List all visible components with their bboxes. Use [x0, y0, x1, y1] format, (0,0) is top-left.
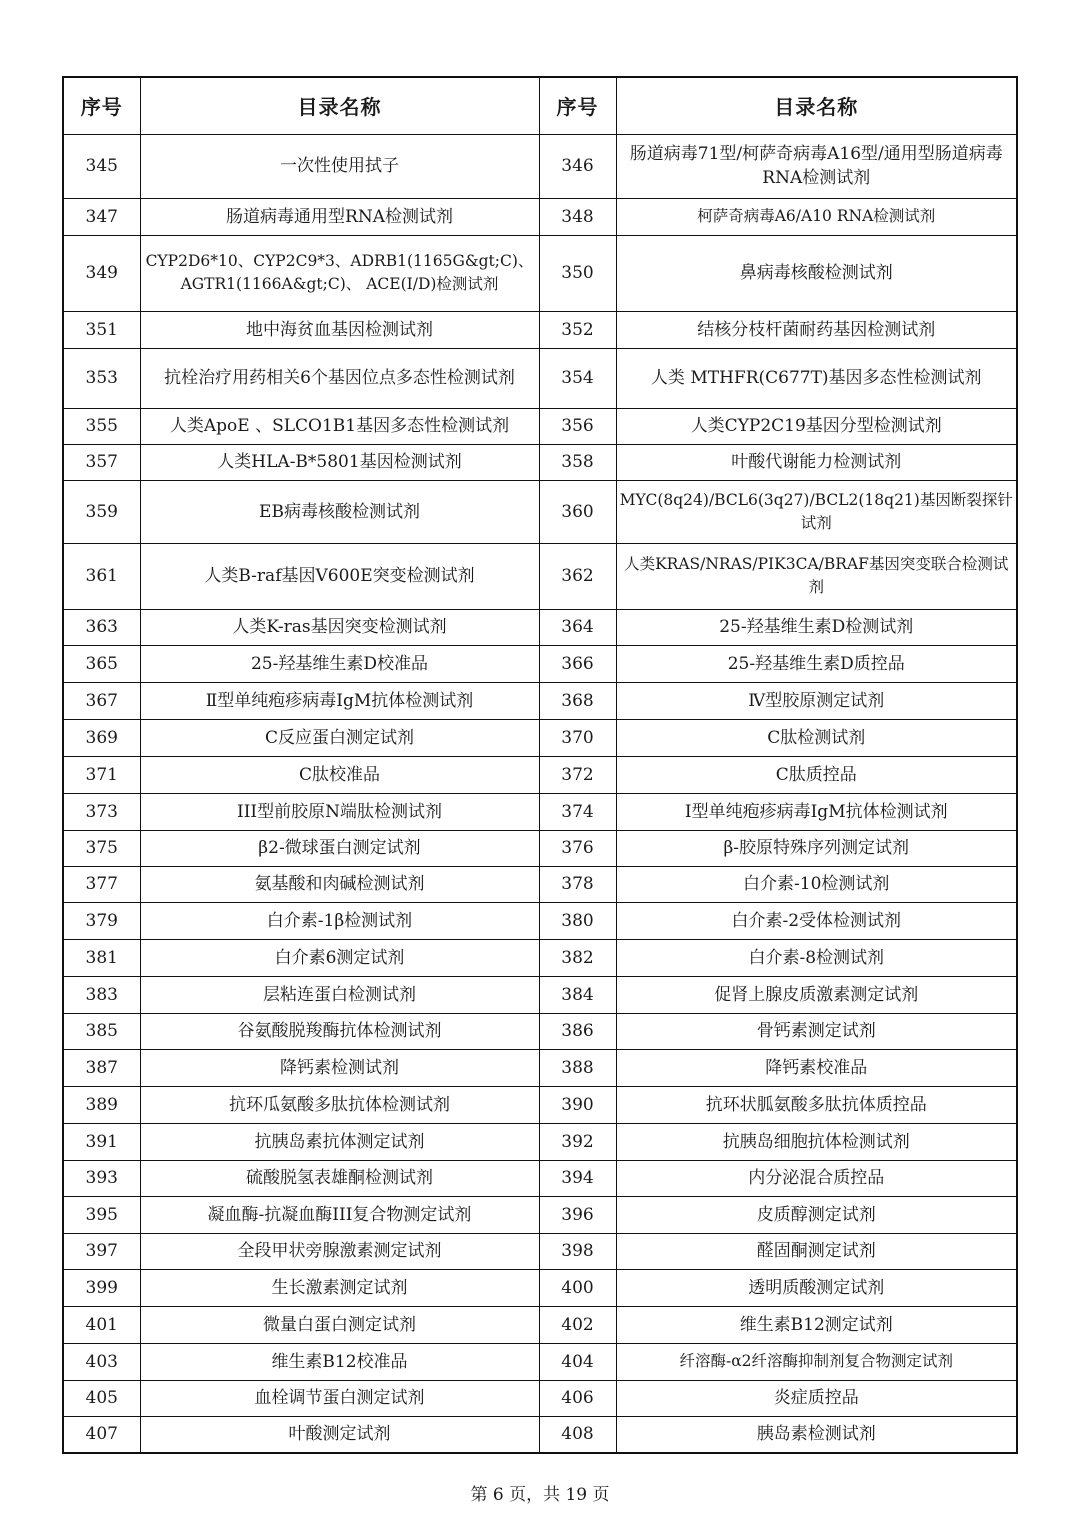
catalog-name: 醛固酮测定试剂: [616, 1233, 1017, 1269]
serial-number: 375: [63, 830, 140, 866]
serial-number: 369: [63, 719, 140, 756]
catalog-name: 骨钙素测定试剂: [616, 1013, 1017, 1049]
catalog-name: 维生素B12测定试剂: [616, 1306, 1017, 1343]
catalog-name: 硫酸脱氢表雄酮检测试剂: [140, 1160, 539, 1196]
serial-number: 374: [539, 793, 616, 830]
serial-number: 404: [539, 1343, 616, 1380]
catalog-name: 层粘连蛋白检测试剂: [140, 976, 539, 1013]
catalog-name: 25-羟基维生素D检测试剂: [616, 609, 1017, 645]
catalog-body: [63, 134, 1017, 1453]
catalog-name: 人类B-raf基因V600E突变检测试剂: [140, 543, 539, 609]
serial-number: 368: [539, 682, 616, 719]
serial-number: 408: [539, 1416, 616, 1453]
table-row: [63, 543, 1017, 609]
serial-number: 358: [539, 444, 616, 480]
table-row: [63, 408, 1017, 444]
serial-number: 403: [63, 1343, 140, 1380]
catalog-name: C肽校准品: [140, 756, 539, 793]
catalog-name: 抗栓治疗用药相关6个基因位点多态性检测试剂: [140, 348, 539, 408]
serial-number: 350: [539, 235, 616, 311]
serial-number: 405: [63, 1380, 140, 1416]
serial-number: 351: [63, 311, 140, 348]
serial-number: 345: [63, 134, 140, 198]
serial-number: 402: [539, 1306, 616, 1343]
table-row: [63, 311, 1017, 348]
catalog-name: 促肾上腺皮质激素测定试剂: [616, 976, 1017, 1013]
table-row: [63, 348, 1017, 408]
table-row: [63, 444, 1017, 480]
table-row: [63, 1380, 1017, 1416]
catalog-name: 鼻病毒核酸检测试剂: [616, 235, 1017, 311]
catalog-name: 人类HLA-B*5801基因检测试剂: [140, 444, 539, 480]
table-row: [63, 198, 1017, 235]
catalog-name: 生长激素测定试剂: [140, 1269, 539, 1306]
serial-number: 357: [63, 444, 140, 480]
catalog-name: 抗胰岛素抗体测定试剂: [140, 1123, 539, 1160]
serial-number: 388: [539, 1049, 616, 1086]
serial-number: 386: [539, 1013, 616, 1049]
table-row: [63, 1306, 1017, 1343]
serial-number: 384: [539, 976, 616, 1013]
table-row: [63, 756, 1017, 793]
serial-number: 346: [539, 134, 616, 198]
table-row: [63, 682, 1017, 719]
catalog-name: 叶酸代谢能力检测试剂: [616, 444, 1017, 480]
catalog-name: 人类K-ras基因突变检测试剂: [140, 609, 539, 645]
catalog-name: 白介素6测定试剂: [140, 939, 539, 976]
serial-number: 389: [63, 1086, 140, 1123]
catalog-name: 白介素-1β检测试剂: [140, 902, 539, 939]
catalog-name: C肽质控品: [616, 756, 1017, 793]
serial-number: 398: [539, 1233, 616, 1269]
serial-number: 365: [63, 645, 140, 682]
table-row: [63, 866, 1017, 902]
catalog-name: 25-羟基维生素D质控品: [616, 645, 1017, 682]
table-row: [63, 134, 1017, 198]
catalog-name: 叶酸测定试剂: [140, 1416, 539, 1453]
catalog-name: 微量白蛋白测定试剂: [140, 1306, 539, 1343]
table-row: [63, 1269, 1017, 1306]
table-row: [63, 1160, 1017, 1196]
catalog-name: β-胶原特殊序列测定试剂: [616, 830, 1017, 866]
catalog-name: 胰岛素检测试剂: [616, 1416, 1017, 1453]
catalog-name: CYP2D6*10、CYP2C9*3、ADRB1(1165G&gt;C)、AGTR1(1166A&gt;C)、 ACE(I/D)检测试剂: [140, 235, 539, 311]
catalog-name: 全段甲状旁腺激素测定试剂: [140, 1233, 539, 1269]
catalog-name: 抗环瓜氨酸多肽抗体检测试剂: [140, 1086, 539, 1123]
catalog-name: 维生素B12校准品: [140, 1343, 539, 1380]
catalog-name: 纤溶酶-α2纤溶酶抑制剂复合物测定试剂: [616, 1343, 1017, 1380]
serial-number: 381: [63, 939, 140, 976]
catalog-table: [62, 76, 1018, 1454]
serial-number: 407: [63, 1416, 140, 1453]
serial-number: 396: [539, 1196, 616, 1233]
catalog-name: 人类KRAS/NRAS/PIK3CA/BRAF基因突变联合检测试剂: [616, 543, 1017, 609]
catalog-name: 柯萨奇病毒A6/A10 RNA检测试剂: [616, 198, 1017, 235]
table-row: [63, 609, 1017, 645]
catalog-name: 谷氨酸脱羧酶抗体检测试剂: [140, 1013, 539, 1049]
table-row: [63, 1416, 1017, 1453]
catalog-name: III型前胶原N端肽检测试剂: [140, 793, 539, 830]
catalog-name: β2-微球蛋白测定试剂: [140, 830, 539, 866]
serial-number: 353: [63, 348, 140, 408]
catalog-name: 降钙素校准品: [616, 1049, 1017, 1086]
catalog-name: 一次性使用拭子: [140, 134, 539, 198]
serial-number: 360: [539, 480, 616, 543]
serial-number: 361: [63, 543, 140, 609]
table-row: [63, 1233, 1017, 1269]
serial-number: 395: [63, 1196, 140, 1233]
header-name-right: 目录名称: [616, 77, 1017, 134]
serial-number: 372: [539, 756, 616, 793]
serial-number: 387: [63, 1049, 140, 1086]
catalog-name: I型单纯疱疹病毒IgM抗体检测试剂: [616, 793, 1017, 830]
catalog-name: Ⅳ型胶原测定试剂: [616, 682, 1017, 719]
serial-number: 371: [63, 756, 140, 793]
serial-number: 379: [63, 902, 140, 939]
serial-number: 380: [539, 902, 616, 939]
catalog-name: 抗环状胍氨酸多肽抗体质控品: [616, 1086, 1017, 1123]
table-row: [63, 1013, 1017, 1049]
table-row: [63, 830, 1017, 866]
serial-number: 406: [539, 1380, 616, 1416]
catalog-name: 肠道病毒71型/柯萨奇病毒A16型/通用型肠道病毒RNA检测试剂: [616, 134, 1017, 198]
table-row: [63, 976, 1017, 1013]
table-row: [63, 1343, 1017, 1380]
table-row: [63, 719, 1017, 756]
serial-number: 370: [539, 719, 616, 756]
catalog-name: 皮质醇测定试剂: [616, 1196, 1017, 1233]
serial-number: 356: [539, 408, 616, 444]
serial-number: 359: [63, 480, 140, 543]
catalog-name: C反应蛋白测定试剂: [140, 719, 539, 756]
catalog-name: 人类 MTHFR(C677T)基因多态性检测试剂: [616, 348, 1017, 408]
page-footer: 第 6 页，共 19 页: [470, 1485, 610, 1505]
catalog-name: 人类ApoE 、SLCO1B1基因多态性检测试剂: [140, 408, 539, 444]
serial-number: 364: [539, 609, 616, 645]
serial-number: 399: [63, 1269, 140, 1306]
catalog-name: 25-羟基维生素D校准品: [140, 645, 539, 682]
catalog-name: Ⅱ型单纯疱疹病毒IgM抗体检测试剂: [140, 682, 539, 719]
serial-number: 394: [539, 1160, 616, 1196]
catalog-name: 降钙素检测试剂: [140, 1049, 539, 1086]
serial-number: 391: [63, 1123, 140, 1160]
serial-number: 392: [539, 1123, 616, 1160]
serial-number: 348: [539, 198, 616, 235]
catalog-name: 炎症质控品: [616, 1380, 1017, 1416]
serial-number: 366: [539, 645, 616, 682]
serial-number: 352: [539, 311, 616, 348]
catalog-name: 白介素-2受体检测试剂: [616, 902, 1017, 939]
serial-number: 377: [63, 866, 140, 902]
catalog-name: 抗胰岛细胞抗体检测试剂: [616, 1123, 1017, 1160]
catalog-name: 血栓调节蛋白测定试剂: [140, 1380, 539, 1416]
catalog-name: 氨基酸和肉碱检测试剂: [140, 866, 539, 902]
serial-number: 367: [63, 682, 140, 719]
catalog-name: C肽检测试剂: [616, 719, 1017, 756]
header-serial-right: 序号: [539, 77, 616, 134]
table-row: [63, 480, 1017, 543]
serial-number: 378: [539, 866, 616, 902]
serial-number: 354: [539, 348, 616, 408]
serial-number: 355: [63, 408, 140, 444]
table-row: [63, 1086, 1017, 1123]
header-name-left: 目录名称: [140, 77, 539, 134]
table-row: [63, 939, 1017, 976]
catalog-name: EB病毒核酸检测试剂: [140, 480, 539, 543]
serial-number: 393: [63, 1160, 140, 1196]
table-row: [63, 902, 1017, 939]
serial-number: 401: [63, 1306, 140, 1343]
serial-number: 397: [63, 1233, 140, 1269]
serial-number: 349: [63, 235, 140, 311]
catalog-name: 地中海贫血基因检测试剂: [140, 311, 539, 348]
catalog-name: 白介素-10检测试剂: [616, 866, 1017, 902]
table-row: [63, 793, 1017, 830]
table-row: [63, 1123, 1017, 1160]
catalog-name: 人类CYP2C19基因分型检测试剂: [616, 408, 1017, 444]
catalog-name: 透明质酸测定试剂: [616, 1269, 1017, 1306]
catalog-name: 内分泌混合质控品: [616, 1160, 1017, 1196]
serial-number: 376: [539, 830, 616, 866]
catalog-name: MYC(8q24)/BCL6(3q27)/BCL2(18q21)基因断裂探针试剂: [616, 480, 1017, 543]
table-row: [63, 1049, 1017, 1086]
header-row: [63, 77, 1017, 134]
catalog-name: 凝血酶-抗凝血酶III复合物测定试剂: [140, 1196, 539, 1233]
table-row: [63, 1196, 1017, 1233]
table-row: [63, 645, 1017, 682]
serial-number: 363: [63, 609, 140, 645]
serial-number: 347: [63, 198, 140, 235]
serial-number: 383: [63, 976, 140, 1013]
serial-number: 385: [63, 1013, 140, 1049]
header-serial-left: 序号: [63, 77, 140, 134]
table-row: [63, 235, 1017, 311]
serial-number: 362: [539, 543, 616, 609]
catalog-name: 结核分枝杆菌耐药基因检测试剂: [616, 311, 1017, 348]
serial-number: 390: [539, 1086, 616, 1123]
serial-number: 382: [539, 939, 616, 976]
catalog-name: 肠道病毒通用型RNA检测试剂: [140, 198, 539, 235]
serial-number: 373: [63, 793, 140, 830]
serial-number: 400: [539, 1269, 616, 1306]
catalog-name: 白介素-8检测试剂: [616, 939, 1017, 976]
